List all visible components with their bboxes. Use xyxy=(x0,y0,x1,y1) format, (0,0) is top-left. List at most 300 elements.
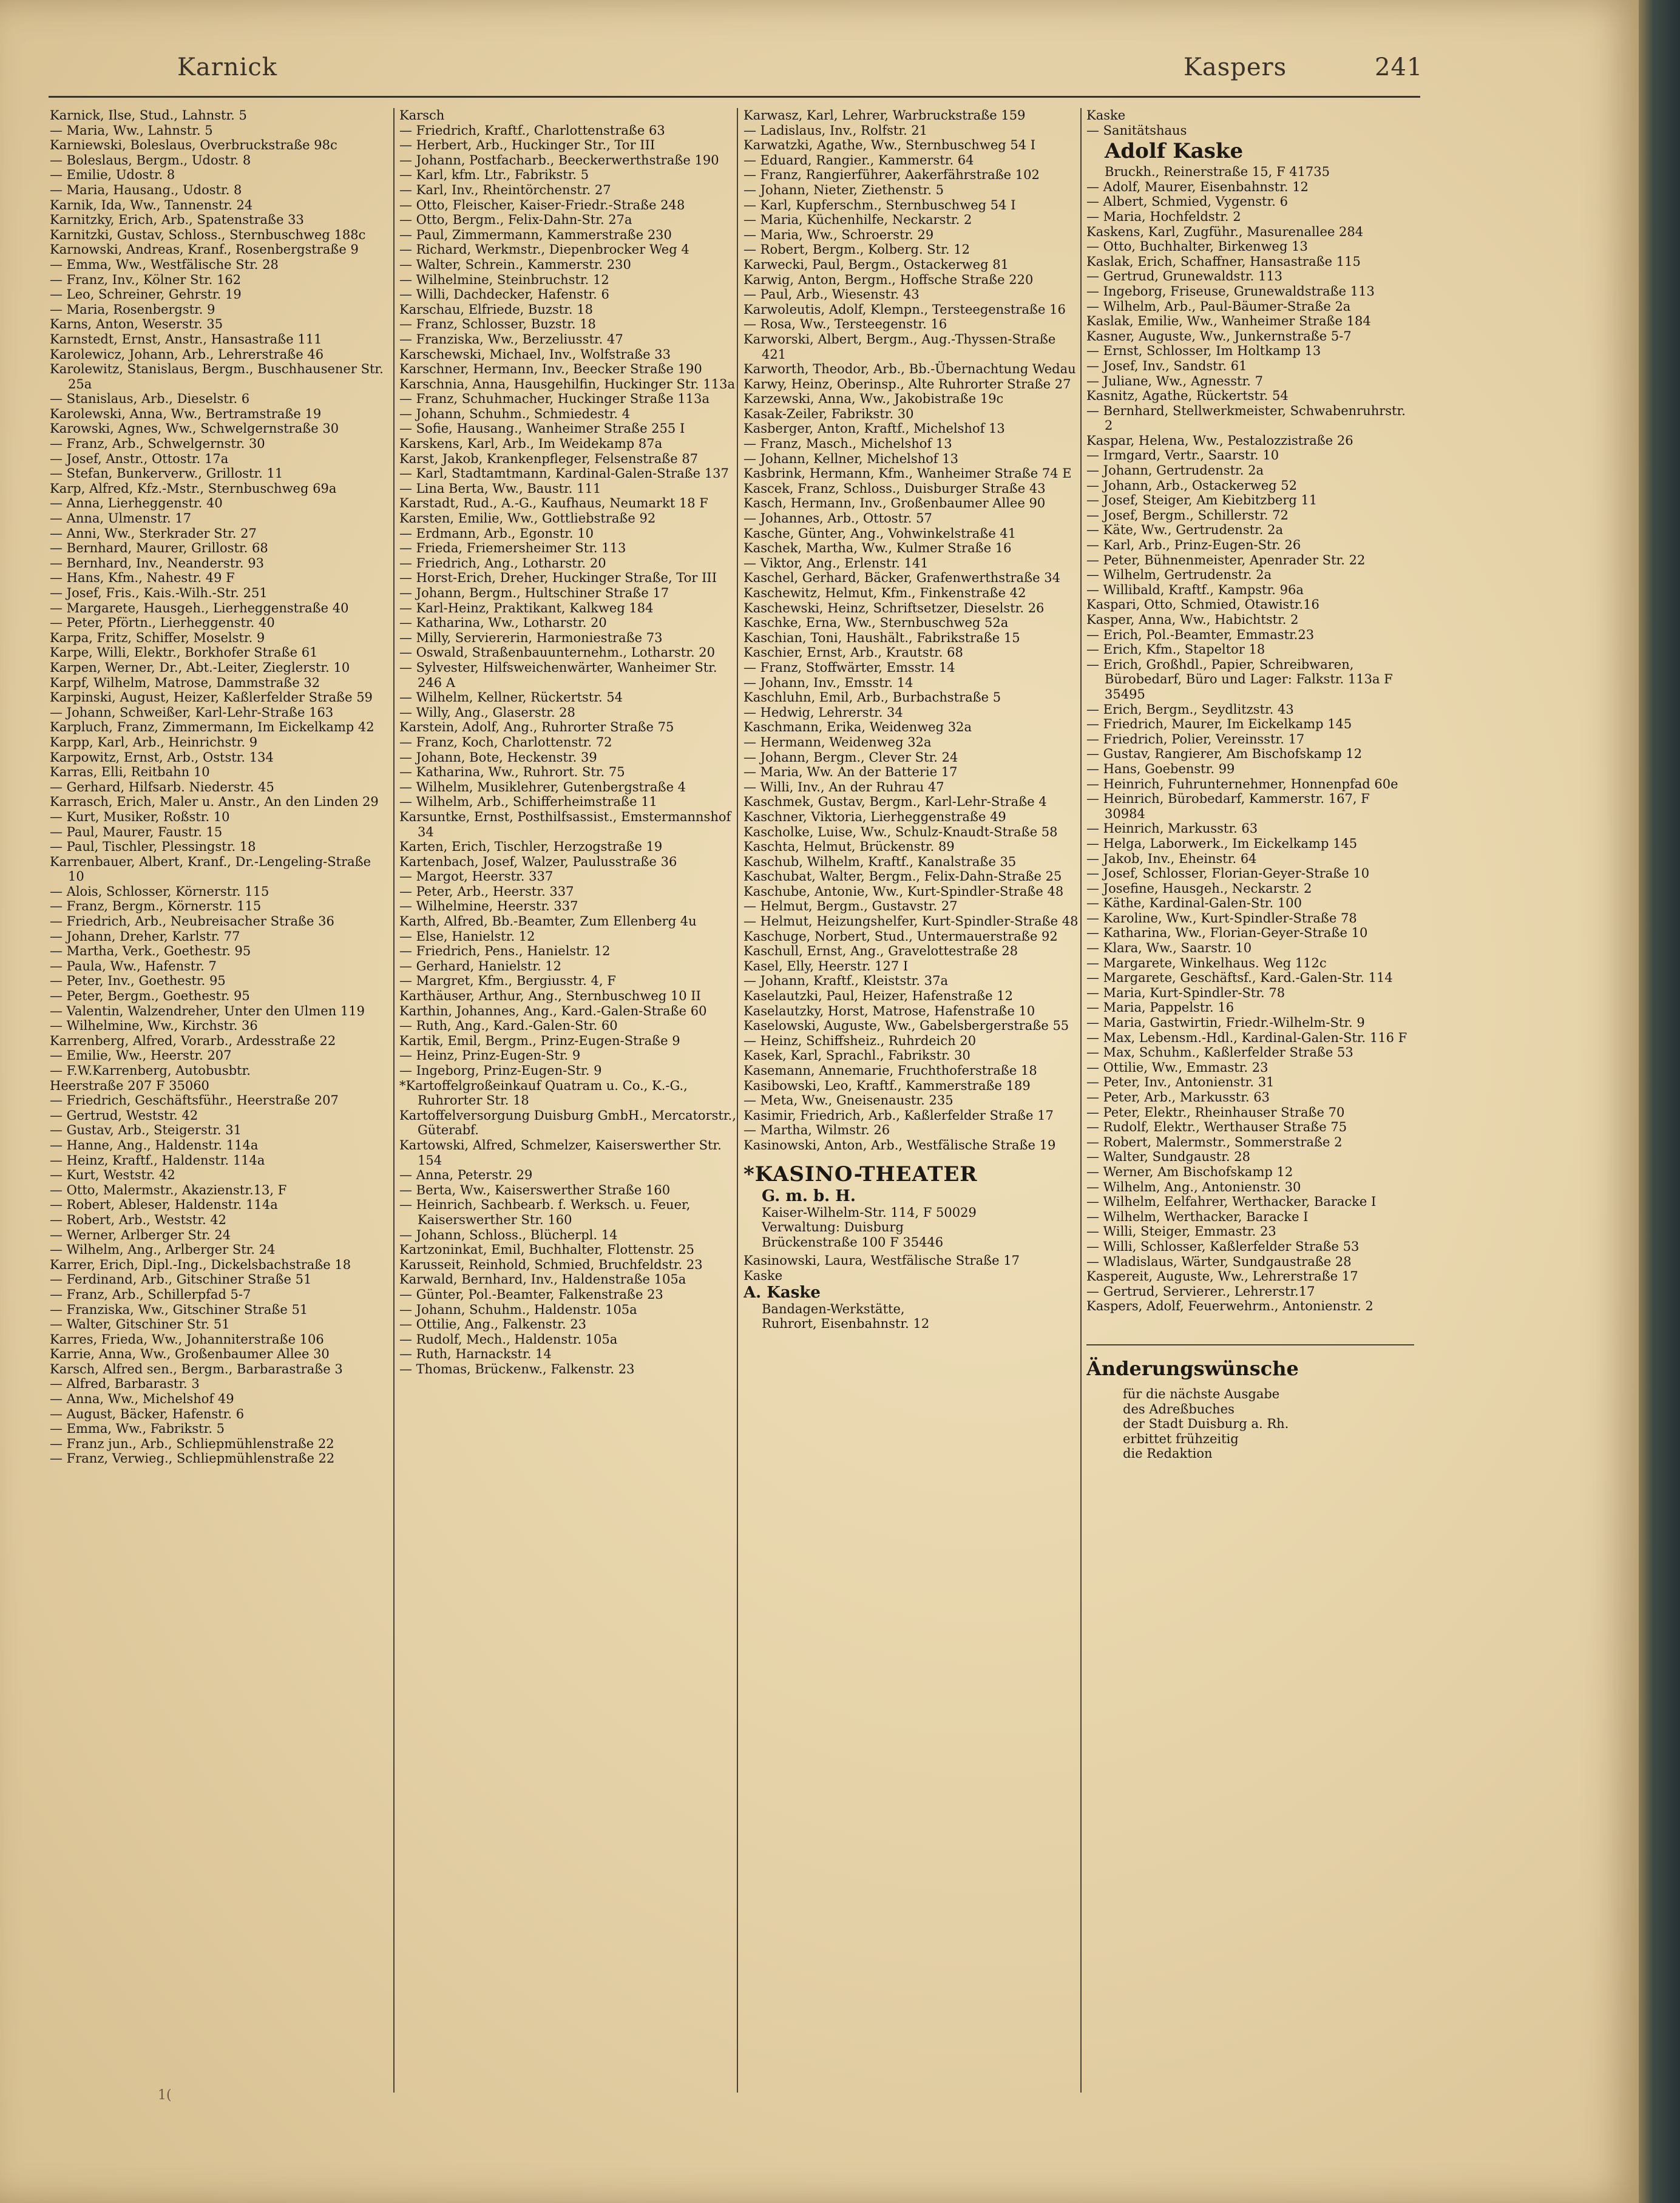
directory-entry: — Franz, Arb., Schwelgernstr. 30 xyxy=(50,436,265,452)
directory-entry: — Wilhelm, Werthacker, Baracke I xyxy=(1086,1209,1309,1224)
directory-entry: Karolewski, Anna, Ww., Bertramstraße 19 xyxy=(50,406,322,421)
directory-entry: — Emma, Ww., Westfälische Str. 28 xyxy=(50,257,279,272)
directory-entry: — Katharina, Ww., Ruhrort. Str. 75 xyxy=(399,765,625,780)
directory-entry: — Peter, Arb., Heerstr. 337 xyxy=(399,884,574,899)
directory-entry: — Willy, Ang., Glaserstr. 28 xyxy=(399,705,575,720)
directory-entry: — Max, Schuhm., Kaßlerfelder Straße 53 xyxy=(1086,1045,1353,1060)
directory-entry: — Josef, Bergm., Schillerstr. 72 xyxy=(1086,507,1289,523)
directory-entry: — Wilhelm, Kellner, Rückertstr. 54 xyxy=(399,690,623,705)
directory-entry: — Wilhelmine, Ww., Kirchstr. 36 xyxy=(50,1018,258,1034)
directory-entry: — Paul, Arb., Wiesenstr. 43 xyxy=(743,287,920,302)
directory-entry: — Johann, Postfacharb., Beeckerwerthstraße 190 xyxy=(399,152,719,168)
directory-entry: — Ferdinand, Arb., Gitschiner Straße 51 xyxy=(50,1272,312,1287)
directory-entry: — Friedrich, Maurer, Im Eickelkamp 145 xyxy=(1086,717,1352,732)
directory-entry: — Ingeborg, Prinz-Eugen-Str. 9 xyxy=(399,1063,602,1078)
directory-entry: — Bernhard, Stellwerkmeister, Schwabenruhrstr. 2 xyxy=(1086,403,1406,433)
directory-entry: — Johannes, Arb., Ottostr. 57 xyxy=(743,511,932,526)
directory-entry: Kaschluhn, Emil, Arb., Burbachstraße 5 xyxy=(743,690,1001,705)
directory-entry: Karres, Frieda, Ww., Johanniterstraße 106 xyxy=(50,1332,324,1347)
directory-entry: — Viktor, Ang., Erlenstr. 141 xyxy=(743,555,929,570)
directory-entry: — Erich, Pol.-Beamter, Emmastr.23 xyxy=(1086,627,1315,642)
directory-entry: — Anna, Ulmenstr. 17 xyxy=(50,511,192,526)
directory-entry: — Josef, Schlosser, Florian-Geyer-Straße 10 xyxy=(1086,866,1370,881)
directory-entry: — Franz, Rangierführer, Aakerfährstraße 102 xyxy=(743,168,1040,183)
directory-entry: — Maria, Rosenbergstr. 9 xyxy=(50,302,215,317)
directory-entry: *Kartoffelgroßeinkauf Quatram u. Co., K.-G., Ruhrorter Str. 18 xyxy=(399,1078,688,1108)
directory-entry: — Johann, Gertrudenstr. 2a xyxy=(1086,463,1264,478)
directory-entry: Karnitzki, Gustav, Schloss., Sternbuschweg 188c xyxy=(50,227,366,242)
directory-entry: — Willi, Inv., An der Ruhrau 47 xyxy=(743,779,944,794)
directory-entry: — Friedrich, Geschäftsführ., Heerstraße 207 xyxy=(50,1093,339,1108)
directory-entry: Karras, Elli, Reitbahn 10 xyxy=(50,765,210,780)
directory-entry: Karzewski, Anna, Ww., Jakobistraße 19c xyxy=(743,391,1004,407)
notice-line: für die nächste Ausgabe xyxy=(1123,1386,1280,1401)
directory-entry: — Erich, Kfm., Stapeltor 18 xyxy=(1086,642,1265,657)
directory-entry: Kaschek, Martha, Ww., Kulmer Straße 16 xyxy=(743,541,1012,556)
directory-entry: Kaschuge, Norbert, Stud., Untermauerstraße 92 xyxy=(743,929,1058,944)
directory-entry: — Rudolf, Mech., Haldenstr. 105a xyxy=(399,1332,618,1347)
directory-entry: — Willibald, Kraftf., Kampstr. 96a xyxy=(1086,582,1304,597)
column-3 xyxy=(743,108,1080,2093)
directory-entry: Kaspers, Adolf, Feuerwehrm., Antonienstr. 2 xyxy=(1086,1299,1373,1314)
directory-entry: — Franziska, Ww., Berzeliusstr. 47 xyxy=(399,331,623,347)
column-divider xyxy=(393,108,395,2093)
directory-entry: — Robert, Ableser, Haldenstr. 114a xyxy=(50,1197,278,1213)
directory-entry: — Wilhelmine, Steinbruchstr. 12 xyxy=(399,272,609,287)
directory-entry: Kartzoninkat, Emil, Buchhalter, Flottenstr. 25 xyxy=(399,1242,694,1257)
directory-entry: — Franz, Masch., Michelshof 13 xyxy=(743,436,952,452)
book-spine xyxy=(1639,0,1680,2203)
column-1 xyxy=(50,108,387,2093)
directory-entry: — Jakob, Inv., Eheinstr. 64 xyxy=(1086,851,1257,866)
directory-entry: Karrenbauer, Albert, Kranf., Dr.-Lengeling-Straße 10 xyxy=(50,854,371,884)
directory-entry: — Johann, Bergm., Clever Str. 24 xyxy=(743,750,958,765)
directory-entry: Karsten, Emilie, Ww., Gottliebstraße 92 xyxy=(399,511,656,526)
adolf-kaske-ad xyxy=(1086,138,1414,180)
directory-entry: — Peter, Bergm., Goethestr. 95 xyxy=(50,989,250,1004)
directory-entry: — Erich, Großhdl., Papier, Schreibwaren, Bürobedarf, Büro und Lager: Falkstr. 113a F 35495 xyxy=(1086,657,1393,702)
directory-entry: — Franz, Arb., Schillerpfad 5-7 xyxy=(50,1287,251,1302)
directory-entry: — Peter, Pförtn., Lierheggenstr. 40 xyxy=(50,615,275,631)
directory-entry: — Wladislaus, Wärter, Sundgaustraße 28 xyxy=(1086,1254,1352,1269)
directory-entry: — Heinz, Schiffsheiz., Ruhrdeich 20 xyxy=(743,1033,977,1048)
directory-entry: Karsch xyxy=(399,108,445,123)
directory-entry: — Paula, Ww., Hafenstr. 7 xyxy=(50,958,217,973)
directory-entry: Kaslak, Erich, Schaffner, Hansastraße 115 xyxy=(1086,254,1361,269)
directory-entry: — Johann, Kellner, Michelshof 13 xyxy=(743,451,958,466)
directory-entry: — Wilhelm, Gertrudenstr. 2a xyxy=(1086,567,1272,583)
directory-entry: — Peter, Inv., Antonienstr. 31 xyxy=(1086,1075,1275,1090)
directory-entry: — Karl, Stadtamtmann, Kardinal-Galen-Straße 137 xyxy=(399,466,729,481)
directory-entry: Kasibowski, Leo, Kraftf., Kammerstraße 189 xyxy=(743,1078,1031,1093)
directory-entry: Kaschner, Viktoria, Lierheggenstraße 49 xyxy=(743,809,1006,824)
directory-entry: — Valentin, Walzendreher, Unter den Ulmen 119 xyxy=(50,1003,365,1018)
directory-entry: Karwig, Anton, Bergm., Hoffsche Straße 220 xyxy=(743,272,1034,287)
directory-entry: — Stefan, Bunkerverw., Grillostr. 11 xyxy=(50,466,283,481)
directory-entry: Karrasch, Erich, Maler u. Anstr., An den Linden 29 xyxy=(50,794,379,810)
directory-entry: — Horst-Erich, Dreher, Huckinger Straße, Tor III xyxy=(399,570,717,586)
directory-entry: — Klara, Ww., Saarstr. 10 xyxy=(1086,941,1252,956)
directory-entry: — Franz, Inv., Kölner Str. 162 xyxy=(50,272,242,287)
header-rule xyxy=(49,96,1420,98)
kasino-subtitle: G. m. b. H. xyxy=(762,1186,856,1205)
directory-entry: — Margret, Kfm., Bergiusstr. 4, F xyxy=(399,973,616,989)
directory-entry: Karnitzky, Erich, Arb., Spatenstraße 33 xyxy=(50,212,304,228)
directory-entry: Kasche, Günter, Ang., Vohwinkelstraße 41 xyxy=(743,526,1017,541)
directory-entry: — Maria, Kurt-Spindler-Str. 78 xyxy=(1086,985,1285,1000)
directory-entry: — Maria, Gastwirtin, Friedr.-Wilhelm-Str. 9 xyxy=(1086,1015,1365,1030)
directory-entry: — Werner, Am Bischofskamp 12 xyxy=(1086,1164,1293,1179)
directory-entry: Kaselautzky, Horst, Matrose, Hafenstraße 10 xyxy=(743,1003,1035,1018)
directory-entry: — Wilhelm, Ang., Arlberger Str. 24 xyxy=(50,1242,276,1257)
directory-entry: — Johann, Kraftf., Kleiststr. 37a xyxy=(743,973,948,989)
directory-entry: Karpluch, Franz, Zimmermann, Im Eickelkamp 42 xyxy=(50,720,374,735)
directory-entry: Karschner, Hermann, Inv., Beecker Straße 190 xyxy=(399,362,702,377)
directory-entry: — Sanitätshaus xyxy=(1086,123,1187,138)
directory-entry: — Eduard, Rangier., Kammerstr. 64 xyxy=(743,152,974,168)
directory-entry: — Heinz, Prinz-Eugen-Str. 9 xyxy=(399,1048,581,1063)
directory-entry: — Ladislaus, Inv., Rolfstr. 21 xyxy=(743,123,928,138)
directory-entry: — Käthe, Kardinal-Galen-Str. 100 xyxy=(1086,896,1302,911)
directory-entry: — Wilhelm, Arb., Paul-Bäumer-Straße 2a xyxy=(1086,299,1351,314)
directory-entry: — Josef, Steiger, Am Kiebitzberg 11 xyxy=(1086,493,1318,508)
directory-entry: Kasemann, Annemarie, Fruchthoferstraße 18 xyxy=(743,1063,1037,1078)
directory-entry: Kaskens, Karl, Zugführ., Masurenallee 284 xyxy=(1086,224,1364,239)
directory-entry: Kaspar, Helena, Ww., Pestalozzistraße 26 xyxy=(1086,433,1353,448)
notice-line: die Redaktion xyxy=(1123,1446,1213,1461)
directory-entry: Kaschmek, Gustav, Bergm., Karl-Lehr-Straße 4 xyxy=(743,794,1047,810)
directory-entry: Karnstedt, Ernst, Anstr., Hansastraße 111 xyxy=(50,331,322,347)
running-head-left: Karnick xyxy=(177,53,278,81)
directory-entry: — Margarete, Geschäftsf., Kard.-Galen-Str. 114 xyxy=(1086,970,1393,986)
directory-entry: Karwasz, Karl, Lehrer, Warbruckstraße 159 xyxy=(743,108,1026,123)
directory-entry: Karniewski, Boleslaus, Overbruckstraße 98c xyxy=(50,138,337,153)
directory-entry: Karsch, Alfred sen., Bergm., Barbarastraße 3 xyxy=(50,1361,343,1376)
directory-entry: — Wilhelmine, Heerstr. 337 xyxy=(399,899,578,914)
directory-entry: — Heinrich, Fuhrunternehmer, Honnenpfad 60e xyxy=(1086,776,1398,791)
directory-entry: — Martha, Verk., Goethestr. 95 xyxy=(50,944,251,959)
directory-entry: Karrenberg, Alfred, Vorarb., Ardesstraße 22 xyxy=(50,1033,336,1048)
directory-entry: — Gertrud, Weststr. 42 xyxy=(50,1108,198,1123)
directory-entry: Karpe, Willi, Elektr., Borkhofer Straße 61 xyxy=(50,645,318,660)
running-head-right: Kaspers xyxy=(1184,53,1287,81)
directory-entry: — Josef, Inv., Sandstr. 61 xyxy=(1086,358,1247,373)
directory-entry: Karolewicz, Johann, Arb., Lehrerstraße 46 xyxy=(50,347,324,362)
directory-entry: Kartoffelversorgung Duisburg GmbH., Mercatorstr., Güterabf. xyxy=(399,1108,736,1138)
directory-entry: — Robert, Arb., Weststr. 42 xyxy=(50,1212,227,1227)
directory-entry: — Max, Lebensm.-Hdl., Kardinal-Galen-Str. 116 F xyxy=(1086,1030,1407,1045)
directory-entry: Karworski, Albert, Bergm., Aug.-Thyssen-Straße 421 xyxy=(743,331,1056,362)
directory-entry: — Maria, Ww., Lahnstr. 5 xyxy=(50,123,213,138)
directory-entry: — Josef, Fris., Kais.-Wilh.-Str. 251 xyxy=(50,586,268,600)
directory-entry: Karpa, Fritz, Schiffer, Moselstr. 9 xyxy=(50,630,265,645)
directory-entry: Kaschubat, Walter, Bergm., Felix-Dahn-Straße 25 xyxy=(743,869,1062,884)
directory-entry: Karrer, Erich, Dipl.-Ing., Dickelsbachstraße 18 xyxy=(50,1257,351,1272)
directory-entry: — Ruth, Ang., Kard.-Galen-Str. 60 xyxy=(399,1018,618,1034)
directory-entry: Kaselowski, Auguste, Ww., Gabelsbergerstraße 55 xyxy=(743,1018,1069,1034)
directory-entry: — Martha, Wilmstr. 26 xyxy=(743,1123,890,1138)
directory-entry: — Katharina, Ww., Lotharstr. 20 xyxy=(399,615,607,631)
directory-entry: Kaschube, Antonie, Ww., Kurt-Spindler-Straße 48 xyxy=(743,884,1064,899)
directory-entry: Karschewski, Michael, Inv., Wolfstraße 33 xyxy=(399,347,671,362)
directory-entry: Karth, Alfred, Bb.-Beamter, Zum Ellenberg 4u xyxy=(399,914,697,929)
directory-entry: Karnowski, Andreas, Kranf., Rosenbergstraße 9 xyxy=(50,242,359,257)
directory-entry: — Hermann, Weidenweg 32a xyxy=(743,734,932,750)
directory-entry: — Karl-Heinz, Praktikant, Kalkweg 184 xyxy=(399,600,654,615)
directory-entry: — Friedrich, Pens., Hanielstr. 12 xyxy=(399,944,611,959)
directory-entry: Karolewitz, Stanislaus, Bergm., Buschhausener Str. 25a xyxy=(50,362,384,391)
kasino-line: Verwaltung: Duisburg xyxy=(762,1220,904,1235)
directory-entry: — Anna, Lierheggenstr. 40 xyxy=(50,496,223,511)
directory-entry: Karwald, Bernhard, Inv., Haldenstraße 105a xyxy=(399,1272,686,1287)
directory-entry: — Johann, Arb., Ostackerweg 52 xyxy=(1086,478,1298,493)
directory-entry: — Hans, Goebenstr. 99 xyxy=(1086,761,1235,776)
directory-entry: — Otto, Fleischer, Kaiser-Friedr.-Straße 248 xyxy=(399,197,685,212)
directory-entry: Kaschmann, Erika, Weidenweg 32a xyxy=(743,720,972,735)
directory-entry: — Oswald, Straßenbauunternehm., Lotharstr. 20 xyxy=(399,645,716,660)
directory-entry: — Alois, Schlosser, Körnerstr. 115 xyxy=(50,884,269,899)
column-divider xyxy=(1080,108,1082,2093)
directory-entry: — Alfred, Barbarastr. 3 xyxy=(50,1376,200,1392)
directory-entry: — Margarete, Winkelhaus. Weg 112c xyxy=(1086,955,1327,970)
directory-entry: — Bernhard, Maurer, Grillostr. 68 xyxy=(50,541,268,556)
directory-entry: — Franz, Verwieg., Schliepmühlenstraße 22 xyxy=(50,1451,335,1466)
directory-entry: — Berta, Ww., Kaiserswerther Straße 160 xyxy=(399,1182,671,1197)
directory-entry: — Otto, Malermstr., Akazienstr.13, F xyxy=(50,1182,287,1197)
directory-entry: Kasch, Hermann, Inv., Großenbaumer Allee 90 xyxy=(743,496,1046,511)
directory-entry: — Gustav, Rangierer, Am Bischofskamp 12 xyxy=(1086,746,1363,762)
directory-entry: — Gertrud, Grunewaldstr. 113 xyxy=(1086,269,1283,284)
directory-entry: — Peter, Inv., Goethestr. 95 xyxy=(50,973,226,989)
directory-entry: Karschnia, Anna, Hausgehilfin, Huckinger Str. 113a xyxy=(399,376,736,391)
directory-entry: Karnick, Ilse, Stud., Lahnstr. 5 xyxy=(50,108,247,123)
directory-entry: Karsuntke, Ernst, Posthilfsassist., Emstermannshof 34 xyxy=(399,809,731,839)
directory-entry: — Walter, Sundgaustr. 28 xyxy=(1086,1149,1251,1165)
directory-entry: Kartenbach, Josef, Walzer, Paulusstraße 36 xyxy=(399,854,677,869)
directory-entry: Kascholke, Luise, Ww., Schulz-Knaudt-Straße 58 xyxy=(743,824,1058,839)
directory-entry: — Franz, Koch, Charlottenstr. 72 xyxy=(399,734,612,750)
directory-entry: — Adolf, Maurer, Eisenbahnstr. 12 xyxy=(1086,179,1309,194)
directory-entry: — August, Bäcker, Hafenstr. 6 xyxy=(50,1406,245,1421)
directory-entry: Kasinowski, Anton, Arb., Westfälische Straße 19 xyxy=(743,1137,1056,1152)
directory-entry: Karten, Erich, Tischler, Herzogstraße 19 xyxy=(399,839,663,854)
directory-entry: — Paul, Zimmermann, Kammerstraße 230 xyxy=(399,227,672,242)
directory-entry: — Johann, Schuhm., Schmiedestr. 4 xyxy=(399,406,631,421)
notice-title: Änderungswünsche xyxy=(1086,1356,1299,1380)
directory-entry: Kaslak, Emilie, Ww., Wanheimer Straße 184 xyxy=(1086,314,1371,329)
directory-entry: Kaschull, Ernst, Ang., Gravelottestraße 28 xyxy=(743,944,1018,959)
directory-entry: Karwy, Heinz, Oberinsp., Alte Ruhrorter Straße 27 xyxy=(743,376,1071,391)
directory-entry: — Willi, Schlosser, Kaßlerfelder Straße 53 xyxy=(1086,1239,1360,1254)
directory-entry: — Herbert, Arb., Huckinger Str., Tor III xyxy=(399,138,655,153)
directory-entry: — Johann, Dreher, Karlstr. 77 xyxy=(50,929,240,944)
directory-entry: — Josef, Anstr., Ottostr. 17a xyxy=(50,451,229,466)
directory-entry: — Maria, Ww., Schroerstr. 29 xyxy=(743,227,934,242)
directory-entry: Karwecki, Paul, Bergm., Ostackerweg 81 xyxy=(743,257,1009,272)
directory-entry: — Johann, Nieter, Ziethenstr. 5 xyxy=(743,182,944,197)
directory-entry: — Kurt, Musiker, Roßstr. 10 xyxy=(50,809,230,824)
directory-entry: — Bernhard, Inv., Neanderstr. 93 xyxy=(50,555,264,570)
directory-entry: — Thomas, Brückenw., Falkenstr. 23 xyxy=(399,1361,635,1376)
directory-entry: Kaspari, Otto, Schmied, Otawistr.16 xyxy=(1086,597,1319,612)
kasino-line: Brückenstraße 100 F 35446 xyxy=(762,1234,944,1250)
directory-entry: — Wilhelm, Arb., Schifferheimstraße 11 xyxy=(399,794,657,810)
directory-entry: — Franziska, Ww., Gitschiner Straße 51 xyxy=(50,1302,308,1317)
kasino-line: Kaiser-Wilhelm-Str. 114, F 50029 xyxy=(762,1205,977,1220)
directory-entry: — Gertrud, Servierer., Lehrerstr.17 xyxy=(1086,1284,1315,1299)
directory-entry: Kaschian, Toni, Haushält., Fabrikstraße 15 xyxy=(743,630,1020,645)
directory-entry: — Maria, Pappelstr. 16 xyxy=(1086,1000,1235,1015)
directory-entry: — Heinrich, Markusstr. 63 xyxy=(1086,821,1258,836)
directory-entry: — Karl, kfm. Ltr., Fabrikstr. 5 xyxy=(399,168,589,183)
directory-entry: — Robert, Bergm., Kolberg. Str. 12 xyxy=(743,242,970,257)
directory-entry: — Emma, Ww., Fabrikstr. 5 xyxy=(50,1421,225,1437)
directory-entry: Kasinowski, Laura, Westfälische Straße 17 xyxy=(743,1253,1020,1268)
directory-entry: Kasner, Auguste, Ww., Junkernstraße 5-7 xyxy=(1086,328,1352,343)
directory-entry: — Richard, Werkmstr., Diepenbrocker Weg 4 xyxy=(399,242,689,257)
page-number: 241 xyxy=(1375,53,1423,81)
directory-entry: Karp, Alfred, Kfz.-Mstr., Sternbuschweg 69a xyxy=(50,481,337,496)
notice-line: des Adreßbuches xyxy=(1123,1401,1235,1416)
directory-entry: — Frieda, Friemersheimer Str. 113 xyxy=(399,541,626,556)
directory-entry: Karpen, Werner, Dr., Abt.-Leiter, Zieglerstr. 10 xyxy=(50,660,350,675)
directory-entry: Kascek, Franz, Schloss., Duisburger Straße 43 xyxy=(743,481,1046,496)
directory-entry: — Heinrich, Sachbearb. f. Werksch. u. Feuer, Kaiserswerther Str. 160 xyxy=(399,1197,691,1227)
directory-entry: Kasel, Elly, Heerstr. 127 I xyxy=(743,958,909,973)
directory-entry: Kasek, Karl, Sprachl., Fabrikstr. 30 xyxy=(743,1048,970,1063)
directory-entry: Karstadt, Rud., A.-G., Kaufhaus, Neumarkt 18 F xyxy=(399,496,708,511)
directory-entry: — Karl, Kupferschm., Sternbuschweg 54 I xyxy=(743,197,1016,212)
directory-entry: Kaschta, Helmut, Brückenstr. 89 xyxy=(743,839,955,854)
directory-entry: — Paul, Maurer, Faustr. 15 xyxy=(50,824,223,839)
directory-entry: — Anna, Peterstr. 29 xyxy=(399,1168,533,1183)
directory-entry: Karusseit, Reinhold, Schmied, Bruchfeldstr. 23 xyxy=(399,1257,703,1272)
directory-entry: Kaschewski, Heinz, Schriftsetzer, Dieselstr. 26 xyxy=(743,600,1045,615)
directory-entry: — Meta, Ww., Gneisenaustr. 235 xyxy=(743,1093,953,1108)
directory-entry: — Erich, Bergm., Seydlitzstr. 43 xyxy=(1086,702,1294,717)
directory-entry: — Wilhelm, Ang., Antonienstr. 30 xyxy=(1086,1179,1301,1194)
directory-entry: — Johann, Inv., Emsstr. 14 xyxy=(743,675,913,690)
directory-entry: Karst, Jakob, Krankenpfleger, Felsenstraße 87 xyxy=(399,451,699,466)
directory-entry: Heerstraße 207 F 35060 xyxy=(50,1078,209,1093)
directory-entry: — Gerhard, Hilfsarb. Niederstr. 45 xyxy=(50,779,274,794)
directory-entry: — Hedwig, Lehrerstr. 34 xyxy=(743,705,903,720)
directory-entry: — Kurt, Weststr. 42 xyxy=(50,1168,175,1183)
directory-entry: Kartik, Emil, Bergm., Prinz-Eugen-Straße 9 xyxy=(399,1033,680,1048)
directory-entry: — Katharina, Ww., Florian-Geyer-Straße 10 xyxy=(1086,926,1368,941)
directory-entry: — Johann, Bote, Heckenstr. 39 xyxy=(399,750,597,765)
kaske-line: Bandagen-Werkstätte, xyxy=(762,1301,905,1316)
directory-entry: Karworth, Theodor, Arb., Bb.-Übernachtung Wedau xyxy=(743,362,1076,377)
directory-entry: — Emilie, Ww., Heerstr. 207 xyxy=(50,1048,232,1063)
directory-entry: Kaske xyxy=(1086,108,1126,123)
directory-entry: — Helmut, Bergm., Gustavstr. 27 xyxy=(743,899,958,914)
directory-entry: — Juliane, Ww., Agnesstr. 7 xyxy=(1086,373,1263,388)
directory-entry: — Maria, Küchenhilfe, Neckarstr. 2 xyxy=(743,212,972,228)
change-request-notice xyxy=(1086,1344,1414,1461)
directory-entry: — Walter, Gitschiner Str. 51 xyxy=(50,1317,230,1332)
directory-entry: — Karoline, Ww., Kurt-Spindler-Straße 78 xyxy=(1086,910,1357,926)
directory-entry: — Werner, Arlberger Str. 24 xyxy=(50,1227,231,1242)
directory-entry: — Peter, Arb., Markusstr. 63 xyxy=(1086,1090,1270,1105)
directory-entry: Karns, Anton, Weserstr. 35 xyxy=(50,317,223,332)
directory-entry: — Walter, Schrein., Kammerstr. 230 xyxy=(399,257,631,272)
directory-entry: Karpinski, August, Heizer, Kaßlerfelder Straße 59 xyxy=(50,690,373,705)
adolf-kaske-title: Adolf Kaske xyxy=(1105,139,1244,164)
directory-entry: — Josefine, Hausgeh., Neckarstr. 2 xyxy=(1086,881,1312,896)
directory-entry: Kasimir, Friedrich, Arb., Kaßlerfelder Straße 17 xyxy=(743,1108,1054,1123)
directory-entry: — Johann, Bergm., Hultschiner Straße 17 xyxy=(399,586,669,600)
directory-entry: Kaske xyxy=(743,1268,783,1283)
directory-entry: — Heinrich, Bürobedarf, Kammerstr. 167, F 30984 xyxy=(1086,791,1370,821)
directory-entry: — Lina Berta, Ww., Baustr. 111 xyxy=(399,481,601,496)
directory-entry: — Sofie, Hausang., Wanheimer Straße 255 I xyxy=(399,421,685,436)
directory-entry: — Johann, Schweißer, Karl-Lehr-Straße 163 xyxy=(50,705,334,720)
directory-entry: — Karl, Arb., Prinz-Eugen-Str. 26 xyxy=(1086,538,1301,553)
kaske-line: Ruhrort, Eisenbahnstr. 12 xyxy=(762,1316,930,1332)
directory-entry: — Willi, Steiger, Emmastr. 23 xyxy=(1086,1224,1276,1239)
directory-entry: — Rosa, Ww., Tersteegenstr. 16 xyxy=(743,317,947,332)
column-4 xyxy=(1086,108,1414,2093)
notice-line: der Stadt Duisburg a. Rh. xyxy=(1123,1416,1289,1432)
directory-entry: — Peter, Elektr., Rheinhauser Straße 70 xyxy=(1086,1105,1345,1120)
directory-entry: — Heinz, Kraftf., Haldenstr. 114a xyxy=(50,1152,265,1168)
directory-entry: — Hanne, Ang., Haldenstr. 114a xyxy=(50,1137,259,1152)
directory-entry: — Maria, Ww. An der Batterie 17 xyxy=(743,765,958,780)
directory-entry: Karschau, Elfriede, Buzstr. 18 xyxy=(399,302,593,317)
directory-entry: — Friedrich, Polier, Vereinsstr. 17 xyxy=(1086,731,1305,746)
directory-entry: Kasnitz, Agathe, Rückertstr. 54 xyxy=(1086,388,1289,404)
directory-entry: Kasper, Anna, Ww., Habichtstr. 2 xyxy=(1086,612,1299,627)
directory-entry: — Günter, Pol.-Beamter, Falkenstraße 23 xyxy=(399,1287,663,1302)
directory-entry: — Willi, Dachdecker, Hafenstr. 6 xyxy=(399,287,609,302)
directory-entry: Karwoleutis, Adolf, Klempn., Tersteegenstraße 16 xyxy=(743,302,1066,317)
directory-entry: — Ottilie, Ww., Emmastr. 23 xyxy=(1086,1060,1268,1075)
directory-entry: — Stanislaus, Arb., Dieselstr. 6 xyxy=(50,391,250,407)
directory-entry: Karnik, Ida, Ww., Tannenstr. 24 xyxy=(50,197,253,212)
directory-entry: — Anna, Ww., Michelshof 49 xyxy=(50,1392,234,1407)
directory-entry: — Friedrich, Arb., Neubreisacher Straße 36 xyxy=(50,914,334,929)
directory-entry: Karstein, Adolf, Ang., Ruhrorter Straße 75 xyxy=(399,720,674,735)
directory-entry: Karthäuser, Arthur, Ang., Sternbuschweg 10 II xyxy=(399,989,701,1004)
directory-entry: — Paul, Tischler, Plessingstr. 18 xyxy=(50,839,256,854)
directory-entry: Kaschke, Erna, Ww., Sternbuschweg 52a xyxy=(743,615,1009,631)
directory-entry: — Franz jun., Arb., Schliepmühlenstraße 22 xyxy=(50,1436,334,1451)
directory-entry: — Gerhard, Hanielstr. 12 xyxy=(399,958,562,973)
directory-entry: — Milly, Serviererin, Harmoniestraße 73 xyxy=(399,630,663,645)
kasino-theater-ad xyxy=(743,1162,1080,1250)
directory-entry: — Ruth, Harnackstr. 14 xyxy=(399,1347,552,1362)
directory-entry: — Maria, Hochfeldstr. 2 xyxy=(1086,209,1241,224)
directory-entry: — Ernst, Schlosser, Im Holtkamp 13 xyxy=(1086,343,1321,359)
directory-entry: Kasbrink, Hermann, Kfm., Wanheimer Straße 74 E xyxy=(743,466,1072,481)
directory-entry: — Johann, Schuhm., Haldenstr. 105a xyxy=(399,1302,637,1317)
directory-entry: Karowski, Agnes, Ww., Schwelgernstraße 30 xyxy=(50,421,339,436)
directory-entry: — Anni, Ww., Sterkrader Str. 27 xyxy=(50,526,257,541)
directory-entry: — Ottilie, Ang., Falkenstr. 23 xyxy=(399,1317,586,1332)
directory-entry: — Margot, Heerstr. 337 xyxy=(399,869,554,884)
directory-entry: — F.W.Karrenberg, Autobusbtr. xyxy=(50,1063,251,1078)
directory-entry: Kartowski, Alfred, Schmelzer, Kaiserswerther Str. 154 xyxy=(399,1137,722,1168)
directory-entry: — Karl, Inv., Rheintörchenstr. 27 xyxy=(399,182,611,197)
adolf-kaske-line: Bruckh., Reinerstraße 15, F 41735 xyxy=(1105,164,1330,180)
notice-line: erbittet frühzeitig xyxy=(1123,1431,1239,1446)
directory-entry: — Helmut, Heizungshelfer, Kurt-Spindler-Straße 48 xyxy=(743,914,1079,929)
directory-entry: Kaspereit, Auguste, Ww., Lehrerstraße 17 xyxy=(1086,1269,1358,1284)
column-divider xyxy=(737,108,738,2093)
directory-entry: — Ingeborg, Friseuse, Grunewaldstraße 113 xyxy=(1086,283,1375,299)
directory-entry: Kaselautzki, Paul, Heizer, Hafenstraße 12 xyxy=(743,989,1013,1004)
